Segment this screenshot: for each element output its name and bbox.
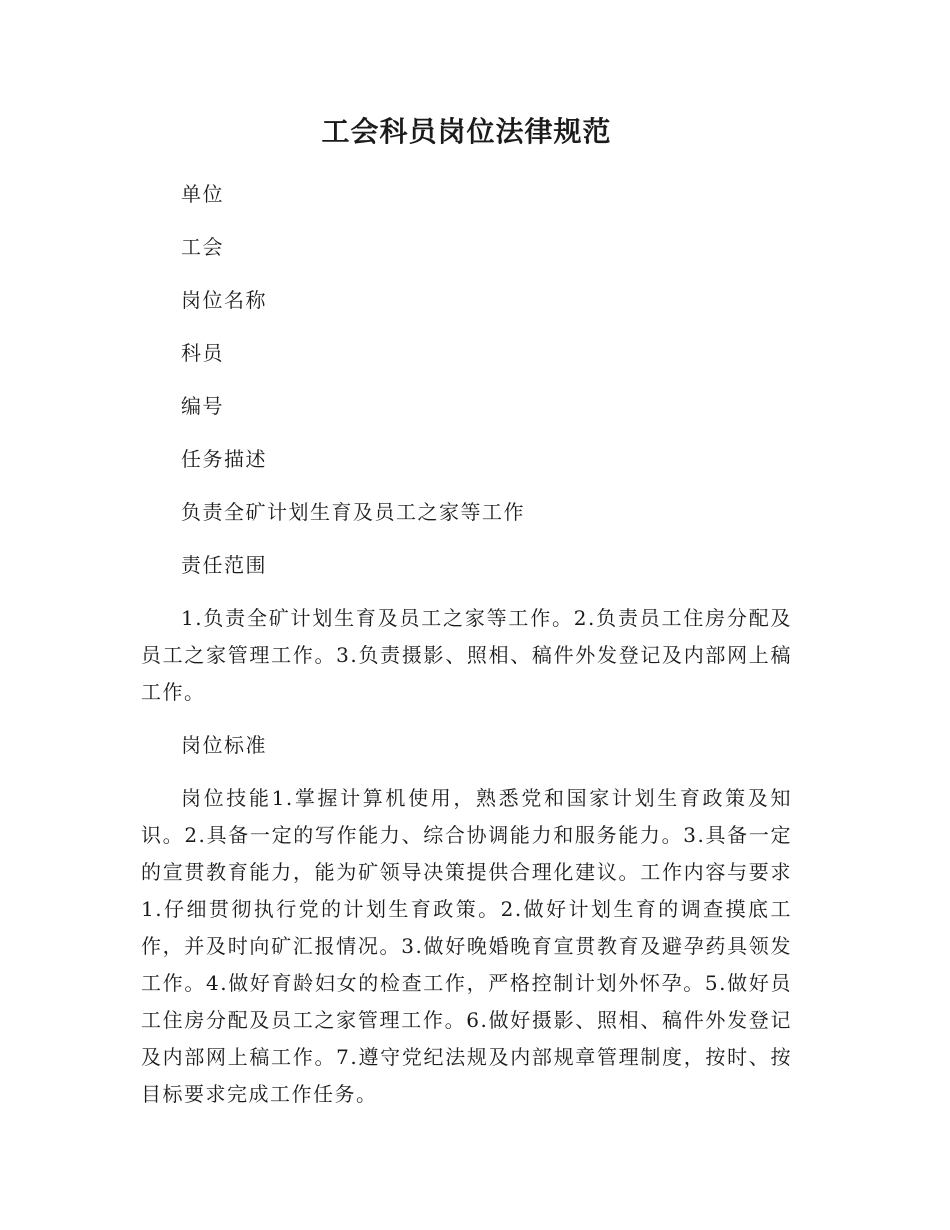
field-value-unit: 工会 (181, 235, 224, 259)
document-title: 工会科员岗位法律规范 (321, 115, 612, 148)
field-label-position-name: 岗位名称 (181, 288, 267, 312)
field-label-unit: 单位 (181, 182, 224, 206)
field-value-responsibility-scope: 1.负责全矿计划生育及员工之家等工作。2.负责员工住房分配及员工之家管理工作。3.负责摄影、照相、稿件外发登记及内部网上稿工作。 (141, 606, 792, 704)
field-value-position-name: 科员 (181, 341, 224, 365)
field-label-number: 编号 (181, 394, 224, 418)
field-value-task-description: 负责全矿计划生育及员工之家等工作 (181, 500, 525, 524)
field-value-position-standard: 岗位技能1.掌握计算机使用，熟悉党和国家计划生育政策及知识。2.具备一定的写作能力、综合协调能力和服务能力。3.具备一定的宣贯教育能力，能为矿领导决策提供合理化建议。工作内容与要求1.仔细贯彻执行党的计划生育政策。2.做好计划生育的调查摸底工作，并及时向矿汇报情况。3.做好晚婚晚育宣贯教育及避孕药具领发工作。4.做好育龄妇女的检查工作，严格控制计划外怀孕。5.做好员工住房分配及员工之家管理工作。6.做好摄影、照相、稿件外发登记及内部网上稿工作。7.遵守党纪法规及内部规章管理制度，按时、按目标要求完成工作任务。 (141, 786, 792, 1106)
field-label-task-description: 任务描述 (181, 447, 267, 471)
field-label-responsibility-scope: 责任范围 (181, 553, 267, 577)
field-label-position-standard: 岗位标准 (181, 733, 267, 757)
